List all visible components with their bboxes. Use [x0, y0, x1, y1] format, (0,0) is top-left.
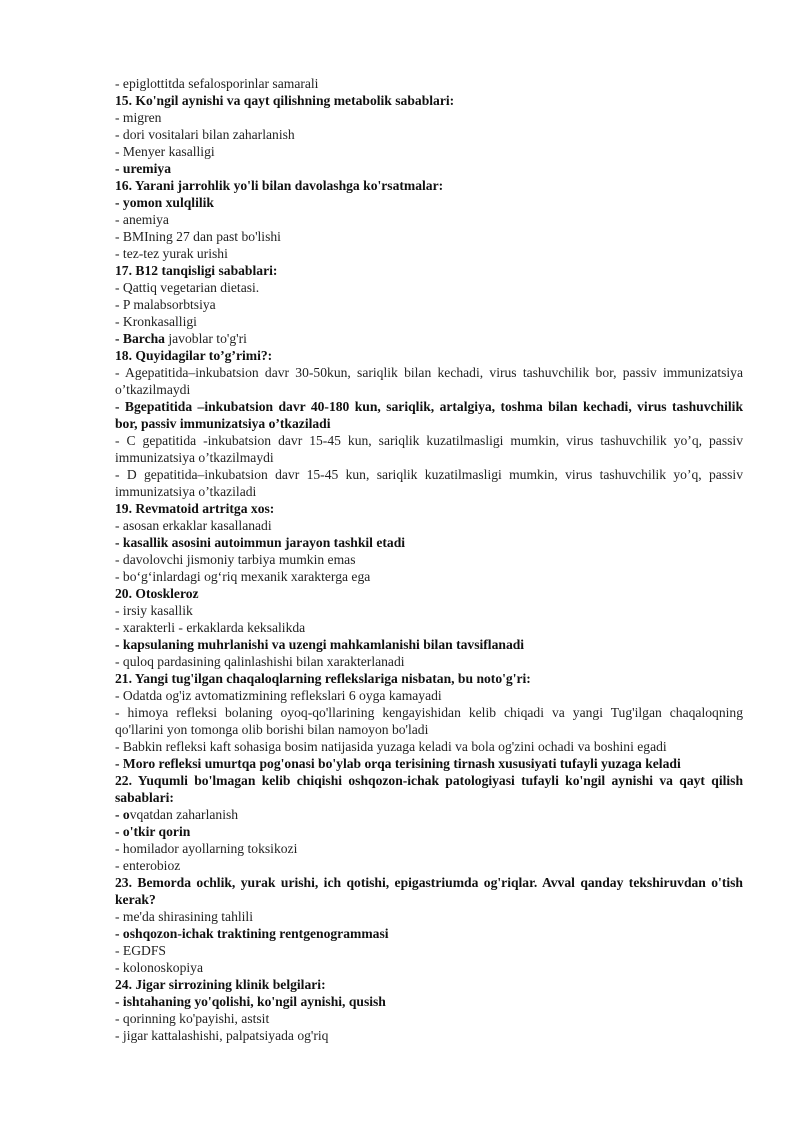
answer-option: - Kronkasalligi — [115, 314, 197, 329]
answer-option: - anemiya — [115, 212, 169, 227]
answer-option-bold-part: - o — [115, 807, 130, 822]
correct-answer-option: - yomon xulqlilik — [115, 195, 214, 210]
answer-option-mixed — [115, 330, 743, 347]
answer-option: - qorinning ko'payishi, astsit — [115, 1011, 270, 1026]
question-heading: 17. B12 tanqisligi sabablari: — [115, 263, 278, 278]
correct-answer-option: - o'tkir qorin — [115, 824, 191, 839]
answer-option: - jigar kattalashishi, palpatsiyada og'riq — [115, 1028, 329, 1043]
answer-option: - P malabsorbtsiya — [115, 297, 216, 312]
answer-option: - kolonoskopiya — [115, 960, 203, 975]
question-heading: 23. Bemorda ochlik, yurak urishi, ich qotishi, epigastriumda og'riqlar. Avval qanday tekshiruvdan o'tish kerak? — [115, 875, 743, 907]
answer-option: - quloq pardasining qalinlashishi bilan xarakterlanadi — [115, 654, 405, 669]
answer-option: - EGDFS — [115, 943, 166, 958]
answer-option: - dori vositalari bilan zaharlanish — [115, 127, 295, 142]
question-heading: 24. Jigar sirrozining klinik belgilari: — [115, 977, 326, 992]
answer-option: - tez-tez yurak urishi — [115, 246, 228, 261]
answer-option: - Qattiq vegetarian dietasi. — [115, 280, 260, 295]
question-heading: 19. Revmatoid artritga xos: — [115, 501, 275, 516]
correct-answer-option: - Moro refleksi umurtqa pog'onasi bo'ylab orqa terisining tirnash xususiyati tufayli yuzaga keladi — [115, 756, 681, 771]
answer-option: - davolovchi jismoniy tarbiya mumkin emas — [115, 552, 356, 567]
answer-option: - irsiy kasallik — [115, 603, 193, 618]
answer-option: - C gepatitida -inkubatsion davr 15-45 kun, sariqlik kuzatilmasligi mumkin, virus tashuvchilik yo’q, passiv immunizatsiya o’tkazilmaydi — [115, 433, 743, 465]
correct-answer-option: - kasallik asosini autoimmun jarayon tashkil etadi — [115, 535, 406, 550]
answer-option: - Babkin refleksi kaft sohasiga bosim natijasida yuzaga keladi va bola og'zini ochadi va boshini egadi — [115, 739, 667, 754]
question-heading: 20. Otoskleroz — [115, 586, 199, 601]
question-heading: 15. Ko'ngil aynishi va qayt qilishning metabolik sabablari: — [115, 93, 455, 108]
answer-option-rest-part: javoblar to'g'ri — [164, 331, 247, 346]
correct-answer-option: - ishtahaning yo'qolishi, ko'ngil aynishi, qusish — [115, 994, 386, 1009]
question-heading: 16. Yarani jarrohlik yo'li bilan davolashga ko'rsatmalar: — [115, 178, 444, 193]
answer-option: - homilador ayollarning toksikozi — [115, 841, 298, 856]
answer-option: - migren — [115, 110, 162, 125]
answer-option-mixed — [115, 806, 743, 823]
correct-answer-option: - Bgepatitida –inkubatsion davr 40-180 kun, sariqlik, artalgiya, toshma bilan kechadi, virus tashuvchilik bor, passiv immunizatsiya o’tkaziladi — [115, 399, 743, 431]
answer-option: - bo‘g‘inlardagi og‘riq mexanik xarakterga ega — [115, 569, 371, 584]
answer-option: - epiglottitda sefalosporinlar samarali — [115, 76, 319, 91]
correct-answer-option: - oshqozon-ichak traktining rentgenogrammasi — [115, 926, 389, 941]
question-heading: 18. Quyidagilar to’g’rimi?: — [115, 348, 273, 363]
answer-option: - me'da shirasining tahlili — [115, 909, 253, 924]
answer-option: - xarakterli - erkaklarda keksalikda — [115, 620, 306, 635]
answer-option: - asosan erkaklar kasallanadi — [115, 518, 272, 533]
answer-option-bold-part: - Barcha — [115, 331, 165, 346]
answer-option: - BMIning 27 dan past bo'lishi — [115, 229, 281, 244]
answer-option: - Agepatitida–inkubatsion davr 30-50kun, sariqlik bilan kechadi, virus tashuvchilik bor, passiv immunizatsiya o’tkazilmaydi — [115, 365, 743, 397]
question-heading: 22. Yuqumli bo'lmagan kelib chiqishi oshqozon-ichak patologiyasi tufayli ko'ngil aynishi va qayt qilish sabablari: — [115, 773, 743, 805]
correct-answer-option: - kapsulaning muhrlanishi va uzengi mahkamlanishi bilan tavsiflanadi — [115, 637, 525, 652]
answer-option: - enterobioz — [115, 858, 181, 873]
correct-answer-option: - uremiya — [115, 161, 172, 176]
answer-option-rest-part: vqatdan zaharlanish — [129, 807, 239, 822]
answer-option: - D gepatitida–inkubatsion davr 15-45 kun, sariqlik kuzatilmasligi mumkin, virus tashuvchilik yo’q, passiv immunizatsiya o’tkaziladi — [115, 467, 743, 499]
answer-option: - himoya refleksi bolaning oyoq-qo'llarining kengayishidan kelib chiqadi va yangi Tug'ilgan chaqaloqning qo'llarini yon tomonga olib borishi bilan namoyon bo'ladi — [115, 705, 743, 737]
answer-option: - Odatda og'iz avtomatizmining reflekslari 6 oyga kamayadi — [115, 688, 442, 703]
answer-option: - Menyer kasalligi — [115, 144, 215, 159]
question-heading: 21. Yangi tug'ilgan chaqaloqlarning reflekslariga nisbatan, bu noto'g'ri: — [115, 671, 531, 686]
